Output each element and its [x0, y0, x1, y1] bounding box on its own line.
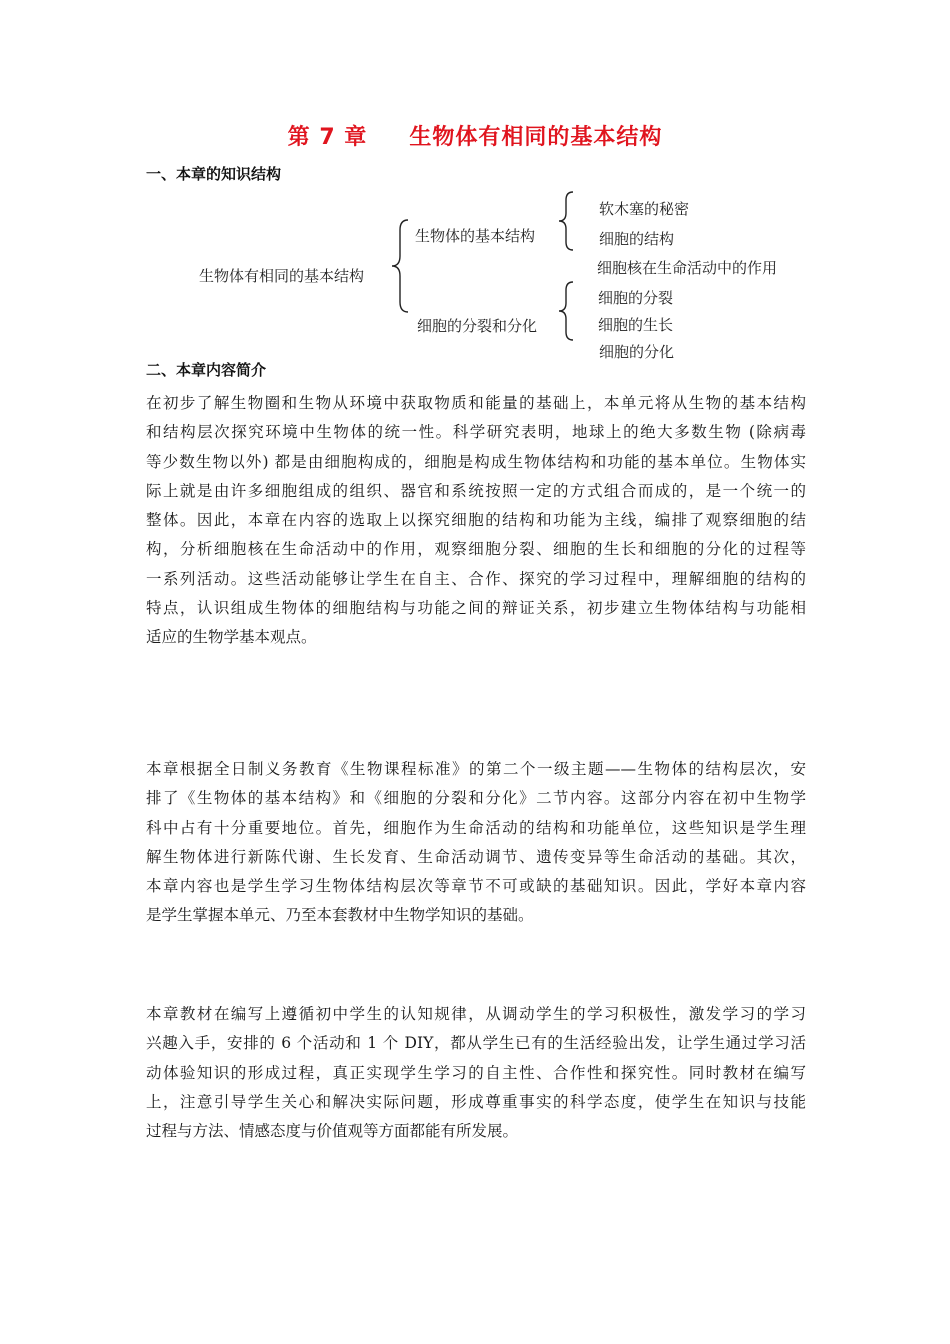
paragraph-line: 过程与方法、情感态度与价值观等方面都能有所发展。	[146, 1122, 519, 1141]
title-chapter: 第 7 章	[287, 125, 368, 150]
paragraph-line: 本章内容也是学生学习生物体结构层次等章节不可或缺的基础知识。因此，学好本章内容	[146, 877, 806, 896]
paragraph-2	[146, 755, 806, 931]
paragraph-line: 一系列活动。这些活动能够让学生在自主、合作、探究的学习过程中，理解细胞的结构的	[146, 569, 806, 588]
paragraph-1	[146, 389, 806, 653]
paragraph-line: 排了《生物体的基本结构》和《细胞的分裂和分化》二节内容。这部分内容在初中生物学	[146, 789, 806, 808]
paragraph-line: 在初步了解生物圈和生物从环境中获取物质和能量的基础上，本单元将从生物的基本结构	[146, 394, 806, 412]
branch1-brace-icon	[555, 190, 579, 252]
paragraph-line: 本章教材在编写上遵循初中学生的认知规律，从调动学生的学习积极性，激发学习的学习	[146, 1005, 806, 1023]
branch2-brace-icon	[555, 280, 579, 342]
paragraph-line: 科中占有十分重要地位。首先，细胞作为生命活动的结构和功能单位，这些知识是学生理	[146, 818, 806, 837]
paragraph-line: 是学生掌握本单元、乃至本套教材中生物学知识的基础。	[146, 906, 534, 925]
title-text: 生物体有相同的基本结构	[409, 125, 663, 150]
paragraph-line: 上，注意引导学生关心和解决实际问题，形成尊重事实的科学态度，使学生在知识与技能	[146, 1092, 806, 1111]
root-brace-icon	[388, 218, 414, 314]
leaf-cork-secret: 软木塞的秘密	[599, 200, 690, 218]
paragraph-line: 际上就是由许多细胞组成的组织、器官和系统按照一定的方式组合而成的，是一个统一的	[146, 481, 806, 500]
paragraph-line: 动体验知识的形成过程，真正实现学生学习的自主性、合作性和探究性。同时教材在编写	[146, 1063, 806, 1082]
paragraph-line: 适应的生物学基本观点。	[146, 628, 317, 647]
paragraph-line: 和结构层次探究环境中生物体的统一性。科学研究表明，地球上的绝大多数生物 (除病毒	[146, 423, 806, 442]
paragraph-line: 解生物体进行新陈代谢、生长发育、生命活动调节、遗传变异等生命活动的基础。其次，	[146, 847, 806, 866]
paragraph-line: 构，分析细胞核在生命活动中的作用，观察细胞分裂、细胞的生长和细胞的分化的过程等	[146, 540, 806, 559]
paragraph-line: 本章根据全日制义务教育《生物课程标准》的第二个一级主题——生物体的结构层次，安	[146, 760, 806, 778]
paragraph-3	[146, 1000, 806, 1146]
leaf-cell-differentiation: 细胞的分化	[599, 343, 675, 361]
branch-division-differentiation: 细胞的分裂和分化	[417, 317, 538, 335]
section-heading-summary: 二、本章内容简介	[146, 361, 267, 379]
paragraph-line: 特点，认识组成生物体的细胞结构与功能之间的辩证关系，初步建立生物体结构与功能相	[146, 599, 806, 618]
leaf-cell-growth: 细胞的生长	[598, 316, 674, 334]
branch-basic-structure: 生物体的基本结构	[415, 227, 536, 245]
leaf-nucleus-role: 细胞核在生命活动中的作用	[597, 259, 778, 277]
section-heading-structure: 一、本章的知识结构	[146, 165, 282, 183]
paragraph-line: 整体。因此，本章在内容的选取上以探究细胞的结构和功能为主线，编排了观察细胞的结	[146, 511, 806, 530]
paragraph-line: 等少数生物以外) 都是由细胞构成的，细胞是构成生物体结构和功能的基本单位。生物体实	[146, 452, 806, 471]
paragraph-line: 兴趣入手，安排的 6 个活动和 1 个 DIY，都从学生已有的生活经验出发，让学生通过学习活	[146, 1034, 806, 1053]
page-title	[0, 120, 950, 151]
leaf-cell-structure: 细胞的结构	[599, 230, 675, 248]
leaf-cell-division: 细胞的分裂	[598, 289, 674, 307]
tree-root: 生物体有相同的基本结构	[199, 267, 365, 285]
